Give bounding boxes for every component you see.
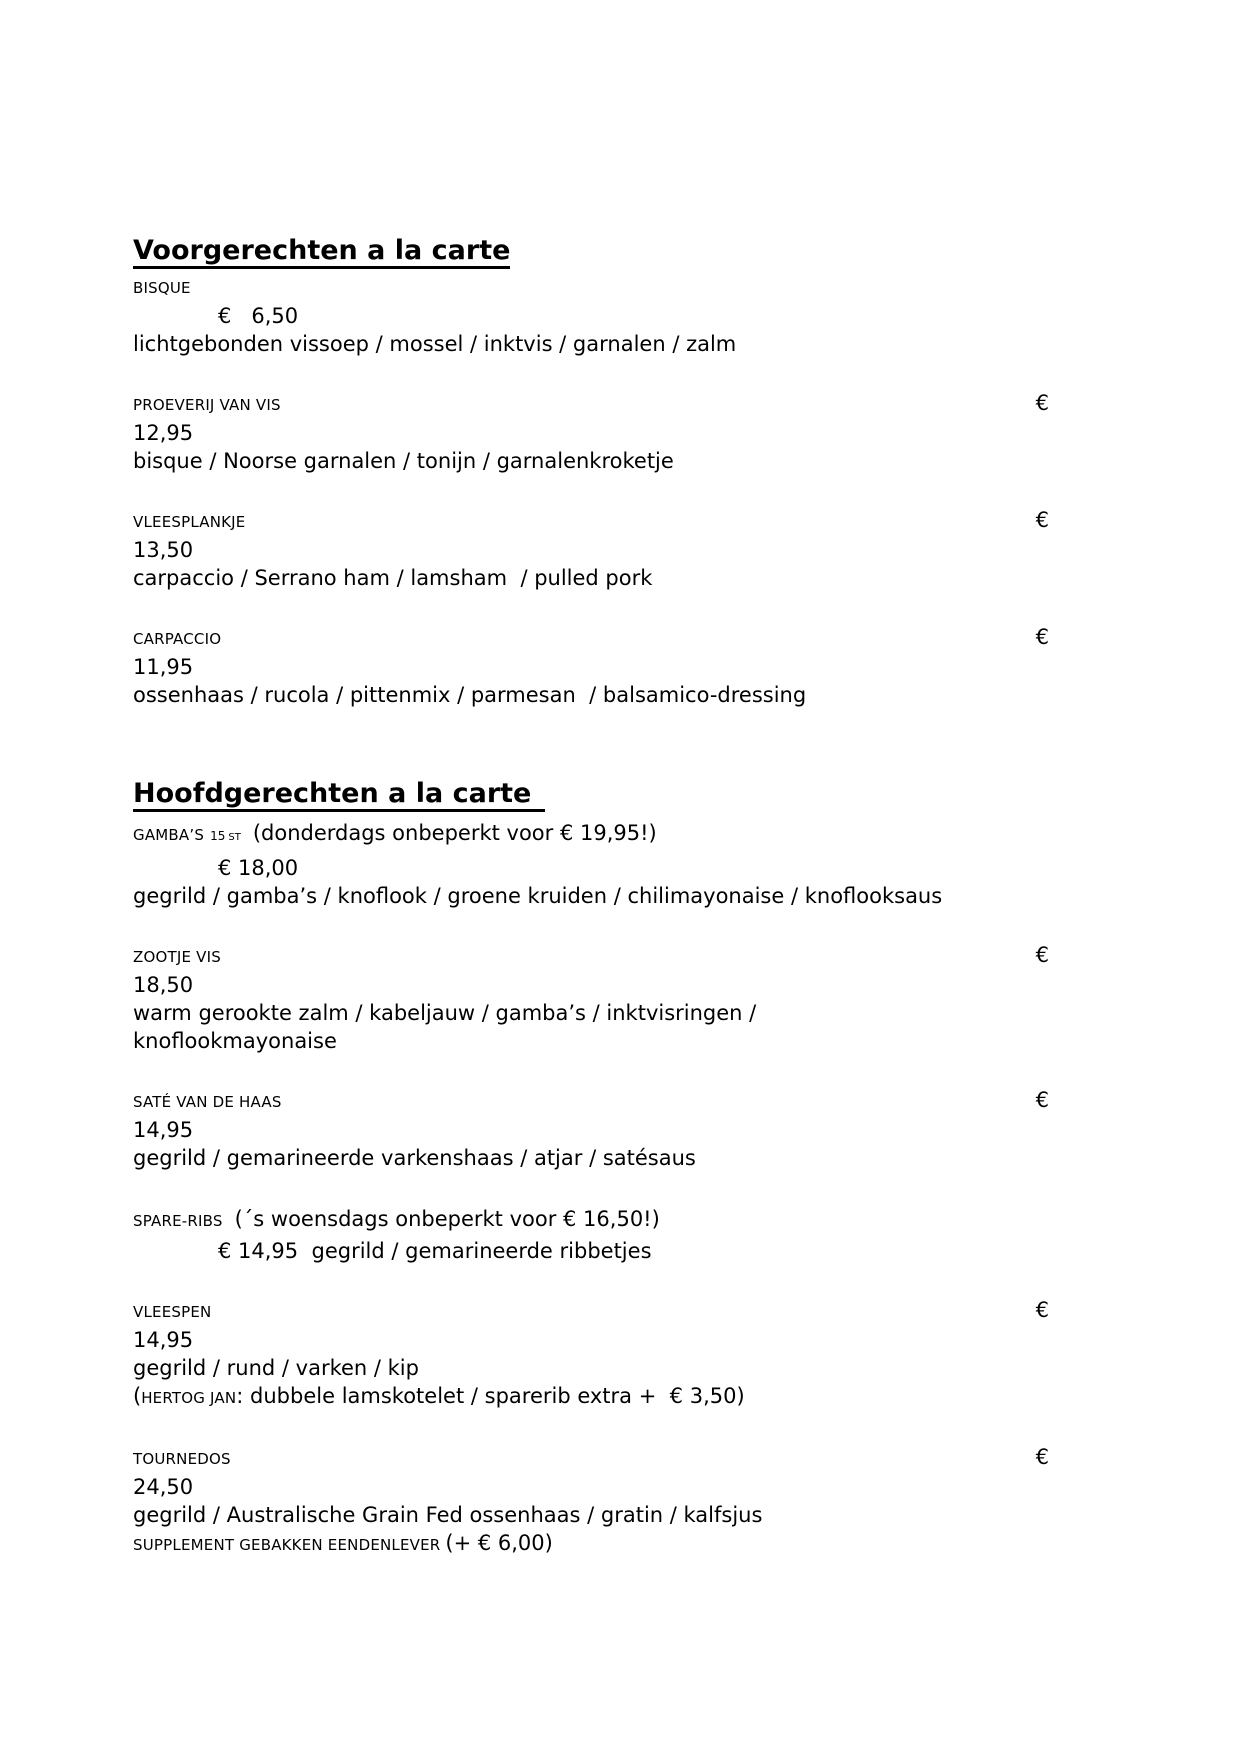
- item-header: [133, 1447, 1049, 1469]
- item-price: 13,50: [133, 538, 194, 562]
- section-title-hoofdgerechten: [133, 777, 1049, 812]
- item-name: ZOOTJE VIS: [133, 948, 221, 966]
- euro-sign: €: [1035, 1298, 1049, 1322]
- item-note: (donderdags onbeperkt voor € 19,95!): [252, 821, 657, 845]
- item-note: (´s woensdags onbeperkt voor € 16,50!): [234, 1207, 660, 1231]
- item-price: € 18,00: [218, 856, 299, 880]
- euro-sign: €: [1035, 943, 1049, 967]
- item-price: € 14,95 gegrild / gemarineerde ribbetjes: [218, 1239, 652, 1263]
- item-price: 12,95: [133, 421, 194, 445]
- item-description: gegrild / Australische Grain Fed ossenhaas / gratin / kalfsjus: [133, 1503, 763, 1527]
- menu-item-carpaccio: [133, 627, 1049, 709]
- item-description: warm gerookte zalm / kabeljauw / gamba’s / inktvisringen /: [133, 1001, 757, 1025]
- euro-sign: €: [1035, 1088, 1049, 1112]
- item-header: [133, 1090, 1049, 1112]
- item-price: 14,95: [133, 1328, 194, 1352]
- item-name: VLEESPLANKJE: [133, 513, 246, 531]
- item-name: GAMBA’S: [133, 826, 205, 844]
- euro-sign: €: [1035, 391, 1049, 415]
- item-price: € 6,50: [218, 304, 299, 328]
- item-header: [133, 510, 1049, 532]
- item-description: lichtgebonden vissoep / mossel / inktvis / garnalen / zalm: [133, 332, 737, 356]
- item-header: [133, 1207, 1049, 1233]
- item-price: 24,50: [133, 1475, 194, 1499]
- supplement-label: SUPPLEMENT GEBAKKEN EENDENLEVER: [133, 1536, 446, 1554]
- menu-content: [133, 0, 1049, 1559]
- menu-item-vleesplankje: [133, 510, 1049, 592]
- item-description-continued: knoflookmayonaise: [133, 1029, 337, 1053]
- item-description: ossenhaas / rucola / pittenmix / parmesan / balsamico-dressing: [133, 683, 807, 707]
- item-name: SATÉ VAN DE HAAS: [133, 1093, 282, 1111]
- item-header: [133, 627, 1049, 649]
- item-price: 18,50: [133, 973, 194, 997]
- item-name: TOURNEDOS: [133, 1450, 231, 1468]
- item-option-note: [133, 1382, 1049, 1412]
- note-rest: : dubbele lamskotelet / sparerib extra + € 3,50): [236, 1384, 745, 1408]
- item-price: 11,95: [133, 655, 194, 679]
- euro-sign: €: [1035, 625, 1049, 649]
- item-header: [133, 278, 1049, 298]
- section-title-voorgerechten: [133, 234, 1049, 269]
- item-name: PROEVERIJ VAN VIS: [133, 396, 281, 414]
- item-header: [133, 945, 1049, 967]
- euro-sign: €: [1035, 1445, 1049, 1469]
- item-description: gegrild / rund / varken / kip: [133, 1356, 419, 1380]
- item-name: BISQUE: [133, 279, 191, 297]
- menu-item-proeverij-van-vis: [133, 393, 1049, 475]
- item-description: bisque / Noorse garnalen / tonijn / garnalenkroketje: [133, 449, 674, 473]
- menu-item-vleespen: [133, 1300, 1049, 1412]
- item-name: VLEESPEN: [133, 1303, 212, 1321]
- item-qualifier-number: 15: [210, 829, 226, 843]
- menu-item-spare-ribs: [133, 1207, 1049, 1265]
- note-prefix: (: [133, 1384, 142, 1408]
- item-name: CARPACCIO: [133, 630, 222, 648]
- menu-item-gambas: [133, 821, 1049, 910]
- section-title-text: Hoofdgerechten a la carte: [133, 778, 545, 812]
- note-brand: HERTOG JAN: [141, 1389, 237, 1407]
- item-name: SPARE-RIBS: [133, 1212, 223, 1230]
- supplement-price: (+ € 6,00): [445, 1531, 553, 1555]
- menu-item-sate-van-de-haas: [133, 1090, 1049, 1172]
- item-header: [133, 821, 1049, 850]
- item-qualifier-unit: ST: [228, 832, 241, 843]
- section-title-text: Voorgerechten a la carte: [133, 235, 510, 269]
- item-description: gegrild / gemarineerde varkenshaas / atjar / satésaus: [133, 1146, 696, 1170]
- menu-item-bisque: [133, 278, 1049, 358]
- item-description: gegrild / gamba’s / knoflook / groene kruiden / chilimayonaise / knoflooksaus: [133, 884, 943, 908]
- menu-item-zootje-vis: [133, 945, 1049, 1055]
- item-header: [133, 1300, 1049, 1322]
- item-description: carpaccio / Serrano ham / lamsham / pulled pork: [133, 566, 653, 590]
- menu-item-tournedos: [133, 1447, 1049, 1559]
- item-price: 14,95: [133, 1118, 194, 1142]
- euro-sign: €: [1035, 508, 1049, 532]
- item-supplement: [133, 1529, 1049, 1559]
- item-header: [133, 393, 1049, 415]
